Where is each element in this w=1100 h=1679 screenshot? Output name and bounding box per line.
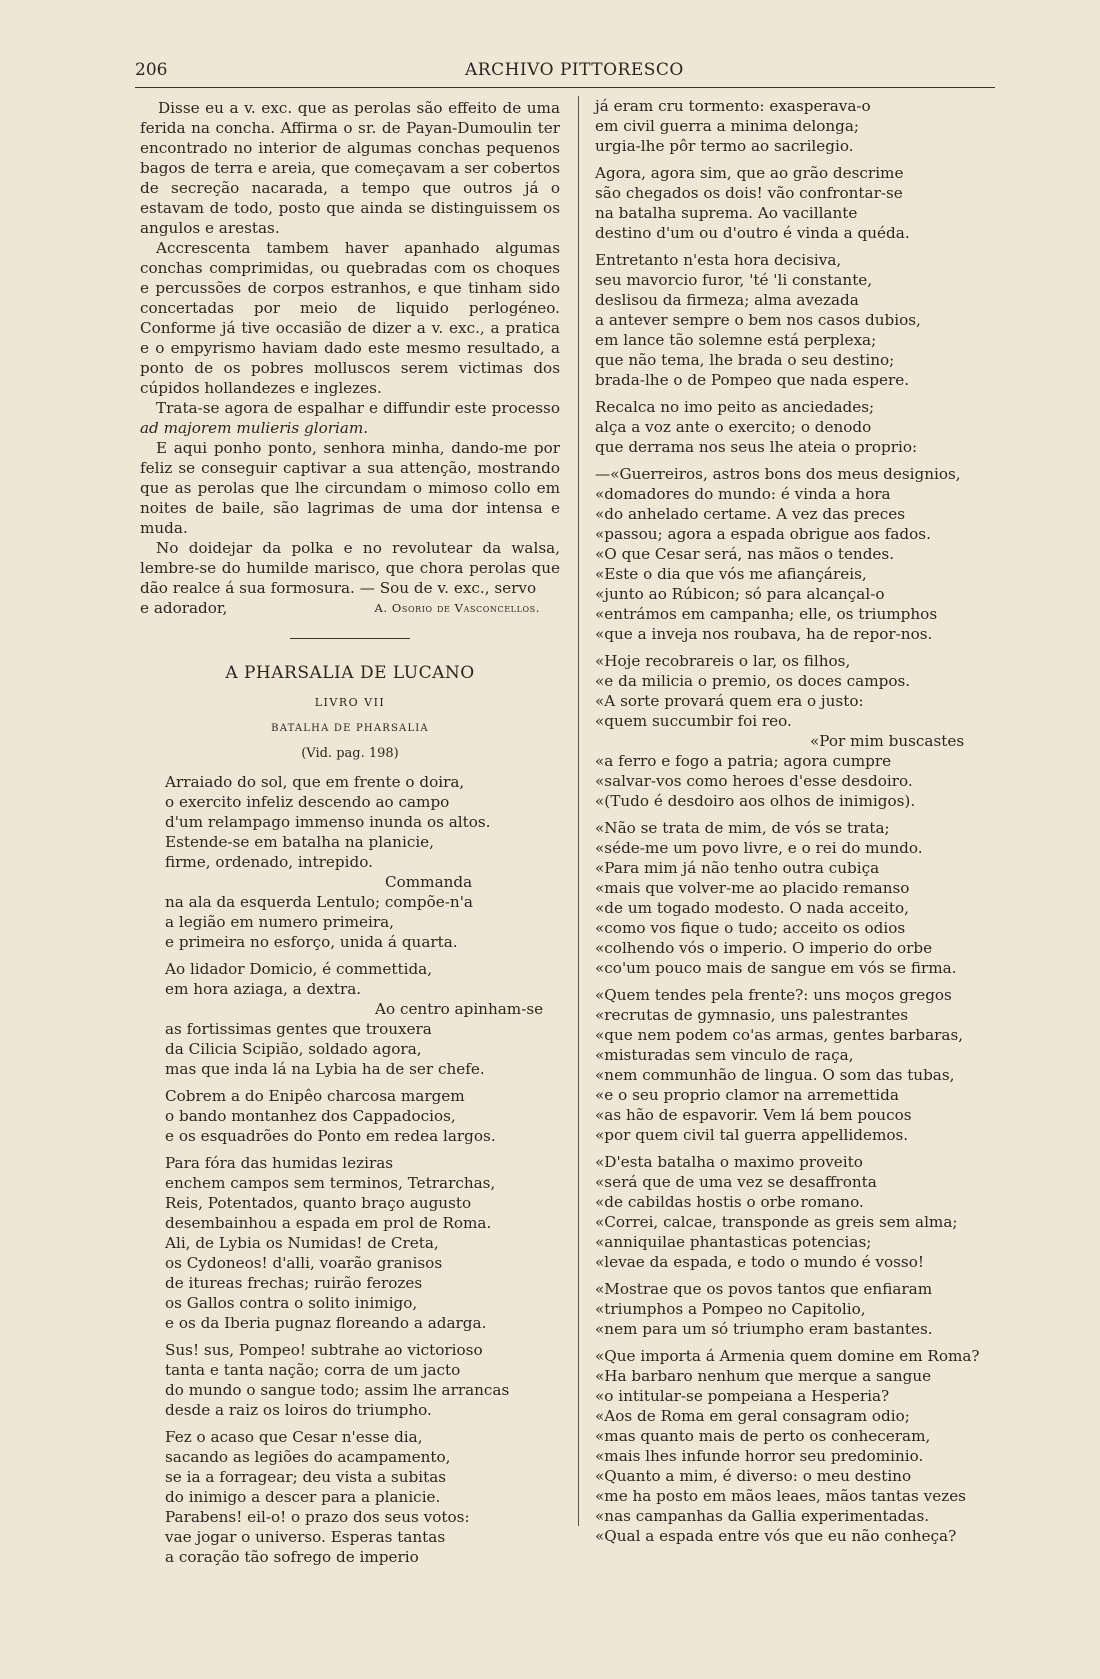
verse-line: do mundo o sangue todo; assim lhe arrancas	[165, 1381, 510, 1399]
verse-line: «por quem civil tal guerra appellidemos.	[595, 1126, 909, 1144]
verse-line: «passou; agora a espada obrigue aos fados.	[595, 525, 931, 543]
verse-line: vae jogar o universo. Esperas tantas	[165, 1528, 446, 1546]
poem-book: LIVRO VII	[314, 696, 386, 709]
verse-line: «mas quanto mais de perto os conheceram,	[595, 1427, 931, 1445]
verse-line: Agora, agora sim, que ao grão descrime	[595, 164, 904, 182]
stanza	[595, 464, 1000, 644]
verse-line: «Que importa á Armenia quem domine em Roma?	[595, 1347, 980, 1365]
verse-line: «me ha posto em mãos leaes, mãos tantas vezes	[595, 1487, 966, 1505]
verse-line: «Não se trata de mim, de vós se trata;	[595, 819, 890, 837]
stanza	[595, 818, 1000, 978]
verse-line: «Qual a espada entre vós que eu não conheça?	[595, 1527, 957, 1545]
verse-line: de itureas frechas; ruirão ferozes	[165, 1274, 423, 1292]
verse-line: Estende-se em batalha na planicie,	[165, 833, 434, 851]
verse-line: «de cabildas hostis o orbe romano.	[595, 1193, 864, 1211]
letter-paragraph: E aqui ponho ponto, senhora minha, dando-me por feliz se conseguir captivar a sua attenção, mostrando que as perolas que lhe circundam o mimoso collo em noites de baile, são lagrimas de uma dor intensa e muda.	[140, 439, 560, 537]
verse-line: «Quanto a mim, é diverso: o meu destino	[595, 1467, 912, 1485]
verse-line: Sus! sus, Pompeo! subtrahe ao victorioso	[165, 1341, 483, 1359]
verse-line: são chegados os dois! vão confrontar-se	[595, 184, 903, 202]
verse-line: Fez o acaso que Cesar n'esse dia,	[165, 1428, 423, 1446]
verse-line: a antever sempre o bem nos casos dubios,	[595, 311, 921, 329]
verse-line: «a ferro e fogo a patria; agora cumpre	[595, 752, 892, 770]
verse-line: «Ha barbaro nenhum que merque a sangue	[595, 1367, 932, 1385]
verse-line: as fortissimas gentes que trouxera	[165, 1020, 432, 1038]
stanza	[595, 651, 1000, 811]
verse-line: «co'um pouco mais de sangue em vós se firma.	[595, 959, 957, 977]
verse-line: que derrama nos seus lhe ateia o proprio:	[595, 438, 918, 456]
verse-line: tanta e tanta nação; corra de um jacto	[165, 1361, 461, 1379]
poem-section: BATALHA DE PHARSALIA	[271, 723, 429, 734]
verse-line: seu mavorcio furor, 'té 'li constante,	[595, 271, 873, 289]
verse-line: «que nem podem co'as armas, gentes barbaras,	[595, 1026, 964, 1044]
verse-line: «A sorte provará quem era o justo:	[595, 692, 864, 710]
letter-paragraph	[140, 398, 560, 438]
verse-line: «séde-me um povo livre, e o rei do mundo.	[595, 839, 923, 857]
stanza	[140, 772, 560, 952]
verse-line: «salvar-vos como heroes d'esse desdoiro.	[595, 772, 913, 790]
stanza	[595, 1279, 1000, 1339]
stanza	[140, 1427, 560, 1567]
page-header	[135, 60, 995, 90]
stanza	[595, 1346, 1000, 1546]
verse-line: firme, ordenado, intrepido.	[165, 853, 373, 871]
verse-line: destino d'um ou d'outro é vinda a quéda.	[595, 224, 910, 242]
verse-line: o bando montanhez dos Cappadocios,	[165, 1107, 456, 1125]
verse-line: Entretanto n'esta hora decisiva,	[595, 251, 842, 269]
letter-paragraph: No doidejar da polka e no revolutear da walsa, lembre-se do humilde marisco, que chora perolas que dão realce á sua formosura. — Sou de v. exc., servo	[140, 539, 560, 597]
verse-line: «domadores do mundo: é vinda a hora	[595, 485, 891, 503]
verse-line: «Mostrae que os povos tantos que enfiaram	[595, 1280, 933, 1298]
verse-line: mas que inda lá na Lybia ha de ser chefe.	[165, 1060, 485, 1078]
verse-line: alça a voz ante o exercito; o denodo	[595, 418, 872, 436]
verse-line: «Este o dia que vós me afiançáreis,	[595, 565, 867, 583]
verse-line: «quem succumbir foi reo.	[595, 712, 792, 730]
poem-verses-right	[595, 96, 1000, 1546]
verse-line: em civil guerra a minima delonga;	[595, 117, 860, 135]
verse-line: «O que Cesar será, nas mãos o tendes.	[595, 545, 895, 563]
verse-line: «como vos fique o tudo; acceito os odios	[595, 919, 906, 937]
poem-title: A PHARSALIA DE LUCANO	[225, 663, 475, 683]
verse-line: Recalca no imo peito as anciedades;	[595, 398, 875, 416]
verse-line: «nas campanhas da Gallia experimentadas.	[595, 1507, 930, 1525]
verse-line: a coração tão sofrego de imperio	[165, 1548, 419, 1566]
verse-line: «e da milicia o premio, os doces campos.	[595, 672, 911, 690]
verse-line: «(Tudo é desdoiro aos olhos de inimigos).	[595, 792, 916, 810]
verse-line: «misturadas sem vinculo de raça,	[595, 1046, 854, 1064]
stanza	[140, 1153, 560, 1333]
stanza	[595, 96, 1000, 156]
verse-line: Para fóra das humidas leziras	[165, 1154, 394, 1172]
verse-line: desembainhou a espada em prol de Roma.	[165, 1214, 492, 1232]
verse-line: «mais lhes infunde horror seu predominio.	[595, 1447, 924, 1465]
verse-line: em hora aziaga, a dextra.	[165, 980, 362, 998]
verse-line: «recrutas de gymnasio, uns palestrantes	[595, 1006, 909, 1024]
letter-article	[140, 98, 560, 618]
verse-line: «Quem tendes pela frente?: uns moços gregos	[595, 986, 952, 1004]
verse-line: «o intitular-se pompeiana a Hesperia?	[595, 1387, 890, 1405]
stanza	[595, 1152, 1000, 1272]
verse-line: «Para mim já não tenho outra cubiça	[595, 859, 880, 877]
verse-line: sacando as legiões do acampamento,	[165, 1448, 451, 1466]
verse-line: «nem communhão de lingua. O som das tubas,	[595, 1066, 955, 1084]
verse-line: e primeira no esforço, unida á quarta.	[165, 933, 458, 951]
verse-line: d'um relampago immenso inunda os altos.	[165, 813, 491, 831]
verse-line: Cobrem a do Enipêo charcosa margem	[165, 1087, 465, 1105]
verse-line: Commanda	[385, 873, 473, 891]
verse-line: «nem para um só triumpho eram bastantes.	[595, 1320, 933, 1338]
stanza	[140, 959, 560, 1079]
verse-line: «levae da espada, e todo o mundo é vosso!	[595, 1253, 924, 1271]
verse-line: e os da Iberia pugnaz floreando a adarga.	[165, 1314, 487, 1332]
verse-line: se ia a forragear; deu vista a subitas	[165, 1468, 447, 1486]
verse-line: «entrámos em campanha; elle, os triumphos	[595, 605, 938, 623]
verse-line: «será que de uma vez se desaffronta	[595, 1173, 877, 1191]
section-separator	[290, 638, 410, 639]
stanza	[595, 250, 1000, 390]
letter-paragraph: Accrescenta tambem haver apanhado algumas conchas comprimidas, ou quebradas com os choques e percussões de corpos estranhos, e que tinham sido concertadas por meio de liquido perlogéneo. Conforme já tive occasião de dizer a v. exc., a pratica e o empyrismo haviam dado este mesmo resultado, a ponto de os pobres molluscos serem victimas dos cúpidos hollandezes e inglezes.	[140, 239, 560, 397]
right-column	[595, 96, 1000, 1553]
letter-paragraph: Disse eu a v. exc. que as perolas são effeito de uma ferida na concha. Affirma o sr. de Payan-Dumoulin ter encontrado no interior de algumas conchas pequenos bagos de terra e areia, que começavam a ser cobertos de secreção nacarada, a tempo que outros já o estavam de todo, posto que ainda se distinguissem os angulos e arestas.	[140, 99, 560, 237]
closing: e adorador,	[140, 599, 228, 617]
verse-line: Reis, Potentados, quanto braço augusto	[165, 1194, 472, 1212]
left-column	[140, 98, 560, 1574]
verse-line: já eram cru tormento: exasperava-o	[595, 97, 871, 115]
poem-reference: (Vid. pag. 198)	[301, 746, 399, 761]
verse-line: «de um togado modesto. O nada acceito,	[595, 899, 909, 917]
verse-line: Arraiado do sol, que em frente o doira,	[165, 773, 465, 791]
verse-line: e os esquadrões do Ponto em redea largos.	[165, 1127, 496, 1145]
verse-line: «anniquilae phantasticas potencias;	[595, 1233, 872, 1251]
verse-line: Ao lidador Domicio, é commettida,	[165, 960, 433, 978]
verse-line: os Cydoneos! d'alli, voarão granisos	[165, 1254, 443, 1272]
verse-line: em lance tão solemne está perplexa;	[595, 331, 877, 349]
verse-line: «junto ao Rúbicon; só para alcançal-o	[595, 585, 885, 603]
verse-line: na batalha suprema. Ao vacillante	[595, 204, 858, 222]
poem-verses-left	[140, 772, 560, 1567]
verse-line: «triumphos a Pompeo no Capitolio,	[595, 1300, 866, 1318]
verse-line: «Aos de Roma em geral consagram odio;	[595, 1407, 910, 1425]
stanza	[140, 1340, 560, 1420]
column-divider	[578, 96, 579, 1526]
verse-line: brada-lhe o de Pompeo que nada espere.	[595, 371, 910, 389]
verse-line: «D'esta batalha o maximo proveito	[595, 1153, 863, 1171]
verse-line: «que a inveja nos roubava, ha de repor-nos.	[595, 625, 933, 643]
header-rule	[135, 87, 995, 88]
verse-line: «Por mim buscastes	[810, 732, 965, 750]
verse-line: a legião em numero primeira,	[165, 913, 394, 931]
verse-line: desde a raiz os loiros do triumpho.	[165, 1401, 432, 1419]
verse-line: enchem campos sem terminos, Tetrarchas,	[165, 1174, 496, 1192]
verse-line: «Hoje recobrareis o lar, os filhos,	[595, 652, 851, 670]
verse-line: o exercito infeliz descendo ao campo	[165, 793, 450, 811]
verse-line: «colhendo vós o imperio. O imperio do orbe	[595, 939, 933, 957]
verse-line: «do anhelado certame. A vez das preces	[595, 505, 906, 523]
verse-line: Ao centro apinham-se	[375, 1000, 544, 1018]
verse-line: urgia-lhe pôr termo ao sacrilegio.	[595, 137, 854, 155]
stanza	[595, 163, 1000, 243]
verse-line: deslisou da firmeza; alma avezada	[595, 291, 859, 309]
verse-line: «as hão de espavorir. Vem lá bem poucos	[595, 1106, 912, 1124]
latin-phrase: ad majorem mulieris gloriam.	[140, 419, 369, 437]
verse-line: na ala da esquerda Lentulo; compõe-n'a	[165, 893, 473, 911]
verse-line: que não tema, lhe brada o seu destino;	[595, 351, 895, 369]
stanza	[140, 1086, 560, 1146]
verse-line: do inimigo a descer para a planicie.	[165, 1488, 441, 1506]
running-title: ARCHIVO PITTORESCO	[465, 60, 684, 80]
author-signature: A. Osorio de Vasconcellos.	[374, 601, 540, 615]
stanza	[595, 397, 1000, 457]
verse-line: «mais que volver-me ao placido remanso	[595, 879, 910, 897]
verse-line: Parabens! eil-o! o prazo dos seus votos:	[165, 1508, 470, 1526]
verse-line: Ali, de Lybia os Numidas! de Creta,	[165, 1234, 439, 1252]
verse-line: «Correi, calcae, transponde as greis sem alma;	[595, 1213, 958, 1231]
verse-line: os Gallos contra o solito inimigo,	[165, 1294, 418, 1312]
verse-line: —«Guerreiros, astros bons dos meus designios,	[595, 465, 961, 483]
verse-line: da Cilicia Scipião, soldado agora,	[165, 1040, 422, 1058]
verse-line: «e o seu proprio clamor na arremettida	[595, 1086, 899, 1104]
stanza	[595, 985, 1000, 1145]
page-number: 206	[135, 60, 168, 80]
signature-line	[140, 598, 560, 618]
letter-paragraph-text: Trata-se agora de espalhar e diffundir este processo	[156, 399, 560, 417]
